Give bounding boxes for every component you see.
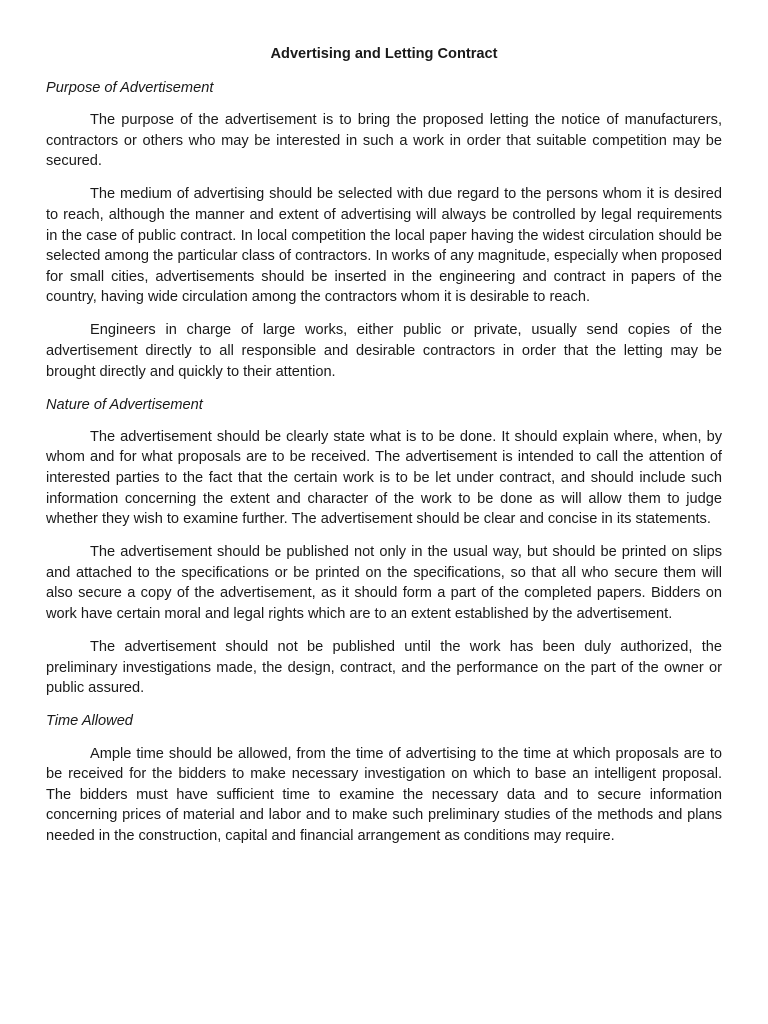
section-heading: Nature of Advertisement — [46, 396, 203, 413]
paragraph: The medium of advertising should be selected with due regard to the persons whom it is desired to reach, although the manner and extent of advertising will always be controlled by legal requirements in the case of public contract. In local competition the local paper having the widest circulation should be selected among the particular class of contractors. In works of any magnitude, especially when proposed for small cities, advertisements should be inserted in the engineering and contract in papers of the country, having wide circulation among the contractors whom it is desirable to reach. — [46, 186, 722, 306]
document-page — [46, 44, 722, 859]
section-heading: Time Allowed — [46, 713, 133, 730]
section-heading: Purpose of Advertisement — [46, 80, 214, 96]
section-purpose — [46, 78, 722, 382]
paragraph: The purpose of the advertisement is to bring the proposed letting the notice of manufacturers, contractors or others who may be interested in such a work in order that suitable competition may be secured. — [46, 112, 722, 170]
paragraph: Engineers in charge of large works, either public or private, usually send copies of the advertisement directly to all responsible and desirable contractors in order that the letting may be brought directly and quickly to their attention. — [46, 322, 722, 380]
paragraph: The advertisement should be clearly state what is to be done. It should explain where, when, by whom and for what proposals are to be received. The advertisement is intended to call the attention of interested parties to the fact that the certain work is to be let under contract, and should include such information concerning the extent and character of the work to be done as will allow them to judge whether they wish to examine further. The advertisement should be clear and concise in its statements. — [46, 428, 722, 528]
section-time-allowed — [46, 711, 722, 846]
paragraph: The advertisement should not be published until the work has been duly authorized, the preliminary investigations made, the design, contract, and the performance on the part of the owner or public assured. — [46, 639, 722, 697]
paragraph: Ample time should be allowed, from the time of advertising to the time at which proposals are to be received for the bidders to make necessary investigation on which to base an intelligent proposal. The bidders must have sufficient time to examine the necessary data and to secure information concerning prices of material and labor and to make such preliminary studies of the methods and plans needed in the construction, capital and financial arrangement as conditions may require. — [46, 745, 722, 844]
paragraph: The advertisement should be published not only in the usual way, but should be printed on slips and attached to the specifications or be printed on the specifications, so that all who secure them will also secure a copy of the advertisement, as it should form a part of the completed papers. Bidders on work have certain moral and legal rights which are to an extent established by the advertisement. — [46, 544, 722, 623]
section-nature — [46, 395, 722, 699]
document-title: Advertising and Letting Contract — [270, 46, 498, 62]
